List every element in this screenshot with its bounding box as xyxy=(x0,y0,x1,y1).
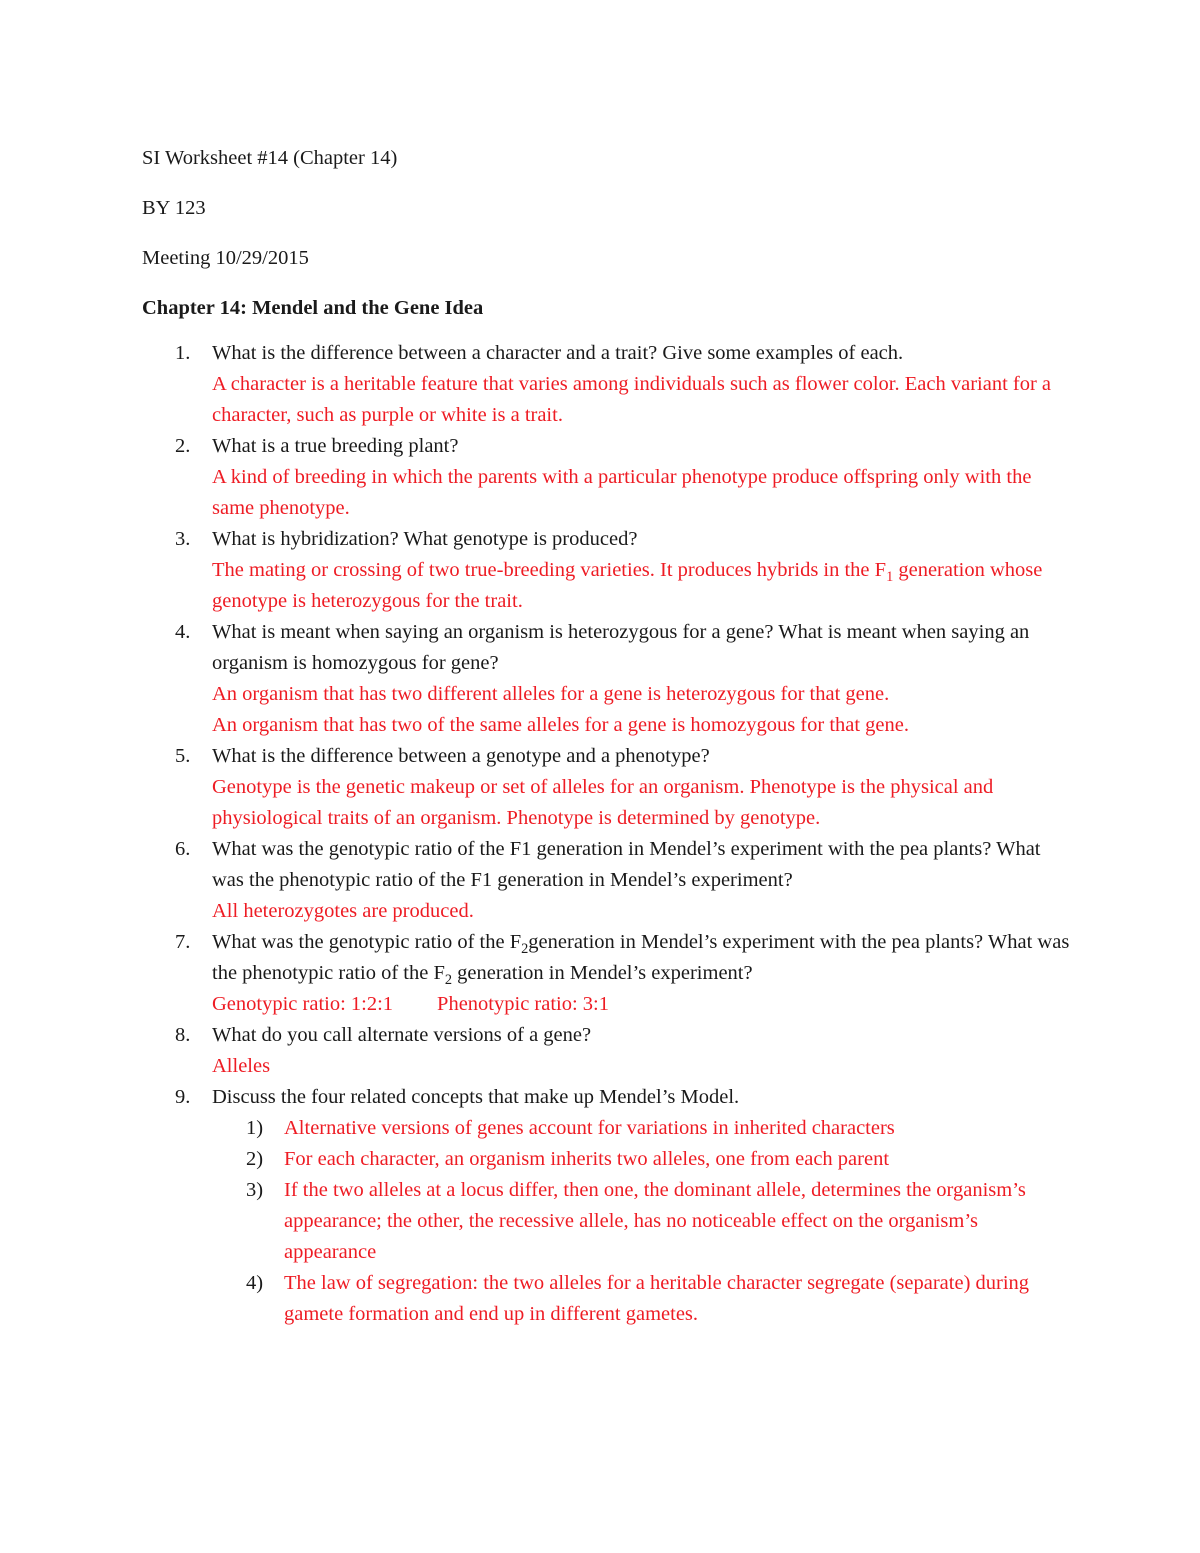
question-text: What is a true breeding plant? xyxy=(212,435,459,457)
question-4 xyxy=(142,617,1072,741)
question-number: 2. xyxy=(175,435,191,457)
question-number: 3. xyxy=(175,528,191,550)
mendel-model-list xyxy=(212,1113,1072,1330)
concept-text: For each character, an organism inherits two alleles, one from each parent xyxy=(284,1148,890,1170)
worksheet-page xyxy=(142,138,1072,1330)
question-text: What is the difference between a genotype and a phenotype? xyxy=(212,745,710,767)
answer-text: A kind of breeding in which the parents with a particular phenotype produce offspring only with the same phenotype. xyxy=(212,466,1032,519)
question-number: 1. xyxy=(175,342,191,364)
answer-text: Alleles xyxy=(212,1055,271,1077)
mendel-concept-3 xyxy=(212,1175,1072,1268)
answer-text: Genotype is the genetic makeup or set of alleles for an organism. Phenotype is the physical and physiological traits of an organism. Phenotype is determined by genotype. xyxy=(212,776,994,829)
question-number: 7. xyxy=(175,931,191,953)
question-number: 5. xyxy=(175,745,191,767)
genotypic-ratio-answer: Genotypic ratio: 1:2:1 xyxy=(212,993,394,1015)
question-number: 4. xyxy=(175,621,191,643)
question-text: What is the difference between a character and a trait? Give some examples of each. xyxy=(212,342,904,364)
meeting-date: Meeting 10/29/2015 xyxy=(142,247,309,269)
concept-number: 1) xyxy=(246,1117,264,1139)
mendel-concept-1 xyxy=(212,1113,1072,1144)
concept-number: 3) xyxy=(246,1179,264,1201)
worksheet-title: SI Worksheet #14 (Chapter 14) xyxy=(142,147,398,169)
answer-text: A character is a heritable feature that varies among individuals such as flower color. Each variant for a character, such as purple or white is a trait. xyxy=(212,373,1052,426)
mendel-concept-4 xyxy=(212,1268,1072,1330)
question-8 xyxy=(142,1020,1072,1082)
question-text: What was the genotypic ratio of the $F_2generation$ in Mendel’s experiment with the pea plants? What was the phenotypic ratio of the $F_2$ generation in Mendel’s experiment? xyxy=(212,931,1070,989)
question-text: What is hybridization? What genotype is produced? xyxy=(212,528,638,550)
chapter-title: Chapter 14: Mendel and the Gene Idea xyxy=(142,297,484,319)
concept-number: 4) xyxy=(246,1272,264,1294)
question-text: What is meant when saying an organism is heterozygous for a gene? What is meant when saying an organism is homozygous for gene? xyxy=(212,621,1030,674)
question-number: 8. xyxy=(175,1024,191,1046)
course-code: BY 123 xyxy=(142,197,206,219)
answer-text-heterozygous: An organism that has two different alleles for a gene is heterozygous for that gene. xyxy=(212,683,890,705)
concept-text: The law of segregation: the two alleles for a heritable character segregate (separate) during gamete formation and end up in different gametes. xyxy=(284,1272,1030,1325)
question-3 xyxy=(142,524,1072,617)
question-2 xyxy=(142,431,1072,524)
question-number: 6. xyxy=(175,838,191,860)
phenotypic-ratio-answer: Phenotypic ratio: 3:1 xyxy=(437,993,609,1015)
concept-text: Alternative versions of genes account for variations in inherited characters xyxy=(284,1117,895,1139)
question-number: 9. xyxy=(175,1086,191,1108)
question-text: Discuss the four related concepts that make up Mendel’s Model. xyxy=(212,1086,740,1108)
question-list xyxy=(142,338,1072,1330)
answer-text: The mating or crossing of two true-breeding varieties. It produces hybrids in the $F_1$ generation whose genotype is heterozygous for the trait. xyxy=(212,559,1043,612)
question-5 xyxy=(142,741,1072,834)
question-9 xyxy=(142,1082,1072,1330)
answer-text-homozygous: An organism that has two of the same alleles for a gene is homozygous for that gene. xyxy=(212,714,910,736)
concept-text: If the two alleles at a locus differ, then one, the dominant allele, determines the organism’s appearance; the other, the recessive allele, has no noticeable effect on the organism’s appearance xyxy=(284,1179,1026,1263)
question-1 xyxy=(142,338,1072,431)
question-6 xyxy=(142,834,1072,927)
question-7 xyxy=(142,927,1072,1020)
answer-text: All heterozygotes are produced. xyxy=(212,900,474,922)
concept-number: 2) xyxy=(246,1148,264,1170)
question-text: What do you call alternate versions of a gene? xyxy=(212,1024,592,1046)
mendel-concept-2 xyxy=(212,1144,1072,1175)
question-text: What was the genotypic ratio of the F1 generation in Mendel’s experiment with the pea plants? What was the phenotypic ratio of the F1 generation in Mendel’s experiment? xyxy=(212,838,1041,891)
